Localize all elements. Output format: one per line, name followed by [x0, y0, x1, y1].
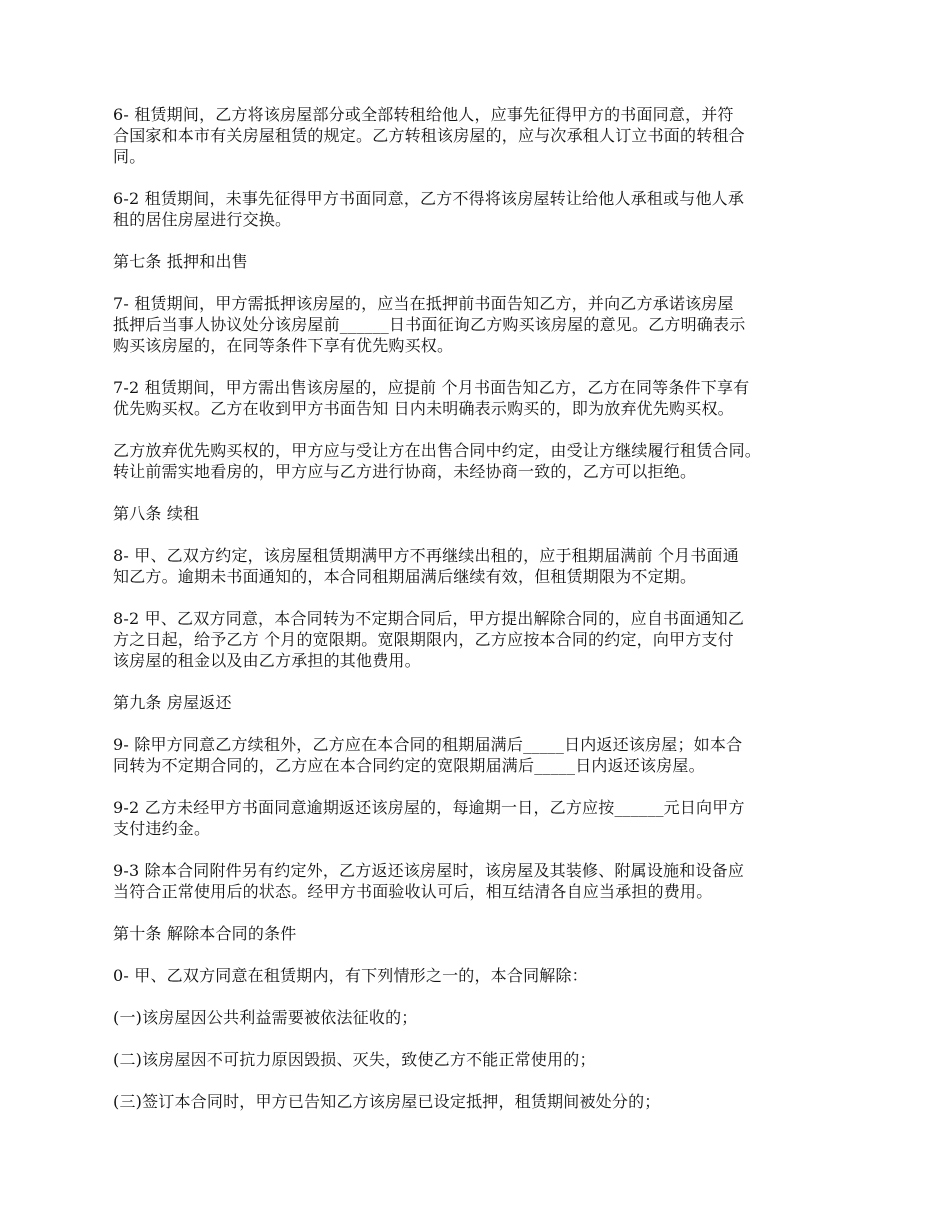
text-line: 知乙方。逾期未书面通知的，本合同租期届满后继续有效，但租赁期限为不定期。 [113, 567, 697, 586]
document-page [113, 104, 855, 1133]
article-7-heading: 第七条 抵押和出售 [113, 252, 248, 271]
text-line: 6-2 租赁期间，未事先征得甲方书面同意，乙方不得将该房屋转让给他人承租或与他人承 [113, 189, 745, 208]
text-line: 同。 [113, 147, 146, 166]
text-line: (二)该房屋因不可抗力原因毁损、灭失，致使乙方不能正常使用的； [113, 1050, 596, 1069]
text-line: 7-2 租赁期间，甲方需出售该房屋的，应提前 个月书面告知乙方，乙方在同等条件下享有 [113, 378, 750, 397]
clause-10-item-3 [113, 1091, 855, 1112]
clause-6-1 [113, 104, 855, 167]
text-line: 6- 租赁期间，乙方将该房屋部分或全部转租给他人，应事先征得甲方的书面同意，并符 [113, 105, 734, 124]
text-line: (三)签订本合同时，甲方已告知乙方该房屋已设定抵押，租赁期间被处分的； [113, 1092, 661, 1111]
document-body [113, 104, 855, 1112]
text-line: 8- 甲、乙双方约定，该房屋租赁期满甲方不再继续出租的，应于租期届满前 个月书面通 [113, 546, 739, 565]
text-line: 9-3 除本合同附件另有约定外，乙方返还该房屋时，该房屋及其装修、附属设施和设备应 [113, 861, 745, 880]
text-line: 9- 除甲方同意乙方续租外，乙方应在本合同的租期届满后_____日内返还该房屋；如本合 [113, 735, 743, 754]
text-line: 合国家和本市有关房屋租赁的规定。乙方转租该房屋的，应与次承租人订立书面的转租合 [113, 126, 745, 145]
article-8-heading: 第八条 续租 [113, 504, 200, 523]
text-line: 当符合正常使用后的状态。经甲方书面验收认可后，相互结清各自应当承担的费用。 [113, 882, 713, 901]
article-10-heading: 第十条 解除本合同的条件 [113, 924, 297, 943]
text-line: 购买该房屋的，在同等条件下享有优先购买权。 [113, 336, 454, 355]
clause-7-3 [113, 440, 855, 482]
text-line: 抵押后当事人协议处分该房屋前______日书面征询乙方购买该房屋的意见。乙方明确表示 [113, 315, 746, 334]
text-line: 同转为不定期合同的，乙方应在本合同约定的宽限期届满后_____日内返还该房屋。 [113, 756, 705, 775]
text-line: 租的居住房屋进行交换。 [113, 210, 292, 229]
text-line: 方之日起，给予乙方 个月的宽限期。宽限期限内，乙方应按本合同的约定，向甲方支付 [113, 630, 734, 649]
clause-9-2 [113, 797, 855, 839]
clause-7-2 [113, 377, 855, 419]
clause-8-2 [113, 608, 855, 671]
clause-10-item-2 [113, 1049, 855, 1070]
text-line: 优先购买权。乙方在收到甲方书面告知 日内未明确表示购买的，即为放弃优先购买权。 [113, 399, 734, 418]
text-line: 9-2 乙方未经甲方书面同意逾期返还该房屋的，每逾期一日，乙方应按______元日向甲方 [113, 798, 745, 817]
text-line: 8-2 甲、乙双方同意，本合同转为不定期合同后，甲方提出解除合同的，应自书面通知乙 [113, 609, 745, 628]
text-line: (一)该房屋因公共利益需要被依法征收的； [113, 1008, 418, 1027]
clause-8-1 [113, 545, 855, 587]
text-line: 0- 甲、乙双方同意在租赁期内，有下列情形之一的，本合同解除： [113, 966, 588, 985]
text-line: 乙方放弃优先购买权的，甲方应与受让方在出售合同中约定，由受让方继续履行租赁合同。 [113, 441, 762, 460]
clause-9-3 [113, 860, 855, 902]
text-line: 7- 租赁期间，甲方需抵押该房屋的，应当在抵押前书面告知乙方，并向乙方承诺该房屋 [113, 294, 734, 313]
text-line: 支付违约金。 [113, 819, 211, 838]
text-line: 该房屋的租金以及由乙方承担的其他费用。 [113, 651, 421, 670]
clause-10-1 [113, 965, 855, 986]
clause-6-2 [113, 188, 855, 230]
clause-10-item-1 [113, 1007, 855, 1028]
article-9-heading: 第九条 房屋返还 [113, 693, 232, 712]
clause-7-1 [113, 293, 855, 356]
clause-9-1 [113, 734, 855, 776]
text-line: 转让前需实地看房的，甲方应与乙方进行协商，未经协商一致的，乙方可以拒绝。 [113, 462, 697, 481]
